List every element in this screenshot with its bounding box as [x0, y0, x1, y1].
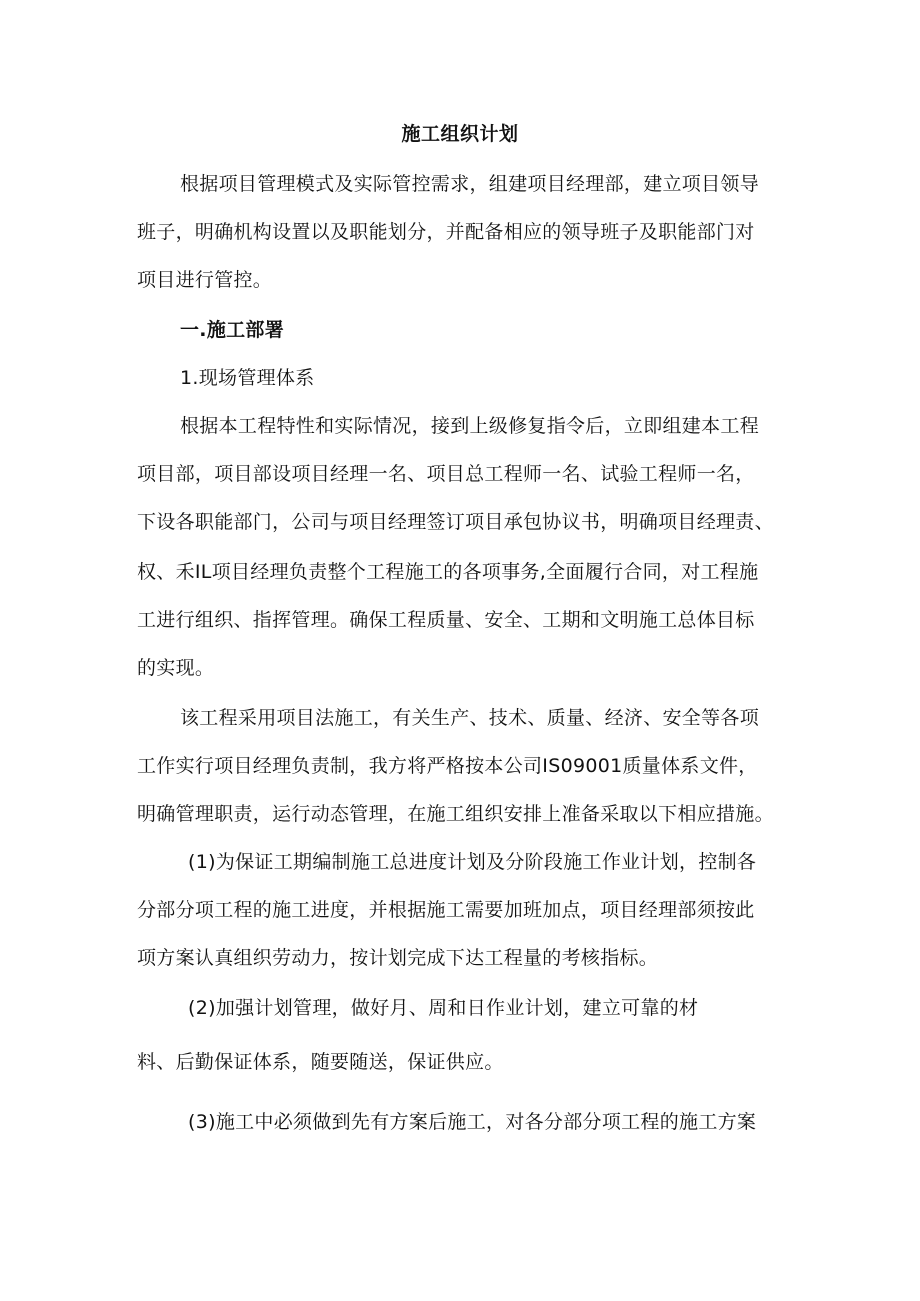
- measure2-line-2: 料、后勤保证体系，随要随送，保证供应。: [137, 1051, 504, 1073]
- paragraph2-line-2: 工作实行项目经理负责制，我方将严格按本公司IS09001质量体系文件，: [137, 755, 758, 777]
- intro-line-2: 班子，明确机构设置以及职能划分，并配备相应的领导班子及职能部门对: [137, 221, 755, 243]
- measure3-line-1: (3)施工中必须做到先有方案后施工，对各分部分项工程的施工方案: [188, 1111, 757, 1133]
- paragraph1-line-5: 工进行组织、指挥管理。确保工程质量、安全、工期和文明施工总体目标: [137, 609, 755, 631]
- paragraph2-line-1: 该工程采用项目法施工，有关生产、技术、质量、经济、安全等各项: [180, 707, 760, 729]
- paragraph2-line-3: 明确管理职责，运行动态管理，在施工组织安排上准备采取以下相应措施。: [137, 803, 774, 825]
- paragraph1-line-3: 下设各职能部门，公司与项目经理签订项目承包协议书，明确项目经理责、: [137, 511, 774, 533]
- measure2-line-1: (2)加强计划管理，做好月、周和日作业计划，建立可靠的材: [188, 997, 699, 1019]
- section-heading: 一.施工部署: [180, 319, 285, 341]
- subsection-heading: 1.现场管理体系: [180, 367, 315, 389]
- measure1-line-1: (1)为保证工期编制施工总进度计划及分阶段施工作业计划，控制各: [188, 851, 757, 873]
- paragraph1-line-6: 的实现。: [137, 657, 215, 679]
- paragraph1-line-4: 权、禾IL项目经理负责整个工程施工的各项事务,全面履行合同，对工程施: [137, 561, 759, 583]
- document-title: 施工组织计划: [401, 123, 519, 145]
- paragraph1-line-1: 根据本工程特性和实际情况，接到上级修复指令后，立即组建本工程: [180, 415, 760, 437]
- intro-line-3: 项目进行管控。: [137, 269, 273, 291]
- paragraph1-line-2: 项目部，项目部设项目经理一名、项目总工程师一名、试验工程师一名，: [137, 463, 755, 485]
- intro-line-1: 根据项目管理模式及实际管控需求，组建项目经理部，建立项目领导: [180, 173, 760, 195]
- measure1-line-3: 项方案认真组织劳动力，按计划完成下达工程量的考核指标。: [137, 947, 659, 969]
- measure1-line-2: 分部分项工程的施工进度，并根据施工需要加班加点，项目经理部须按此: [137, 899, 755, 921]
